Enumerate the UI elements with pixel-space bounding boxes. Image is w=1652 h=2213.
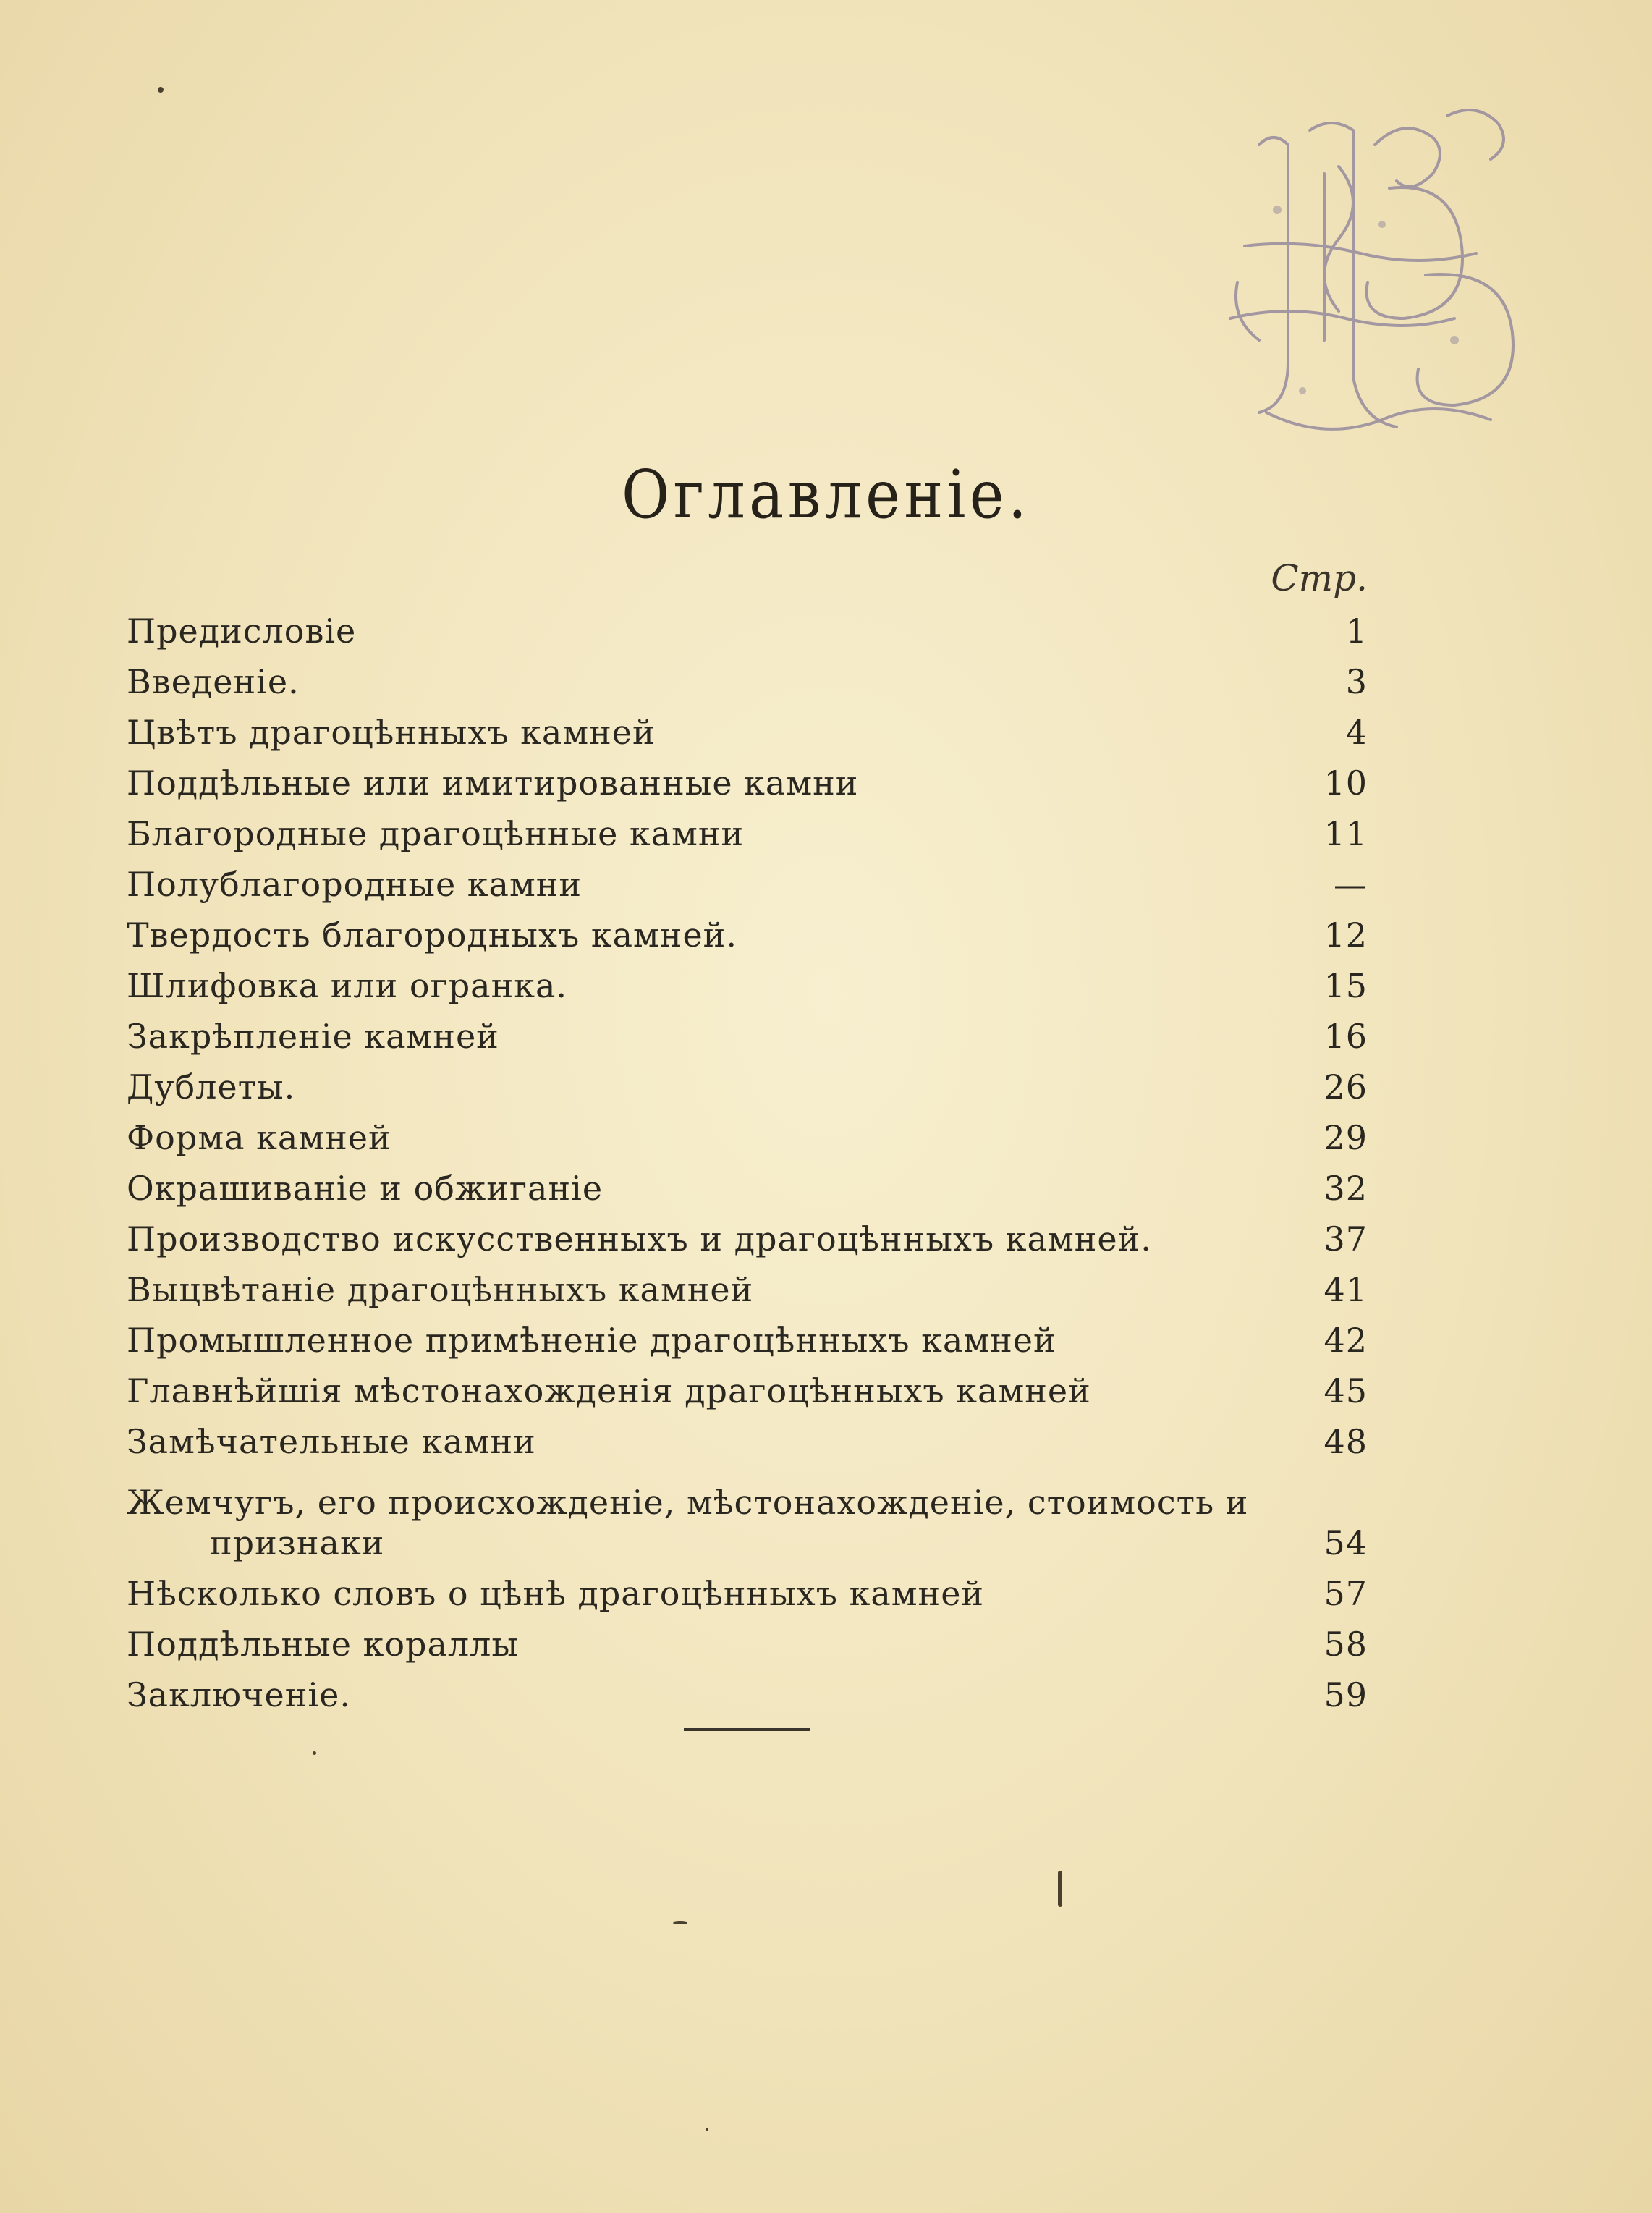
dot-leader	[593, 864, 1292, 905]
toc-entry-page: 12	[1323, 915, 1368, 955]
dot-leader	[765, 1269, 1292, 1310]
toc-entry-title: Шлифовка или огранка.	[127, 966, 568, 1005]
toc-entry-title-block	[127, 1482, 1368, 1563]
dot-leader	[530, 1624, 1292, 1664]
dot-leader	[311, 661, 1292, 702]
toc-entry-title: Полублагородные камни	[127, 865, 583, 904]
toc-entry-page: 59	[1323, 1675, 1368, 1714]
toc-entry[interactable]	[127, 753, 1368, 803]
toc-entry-page: 15	[1323, 966, 1368, 1005]
dot-leader	[396, 1523, 1292, 1563]
dot-leader	[1103, 1371, 1292, 1411]
toc-entry[interactable]	[127, 1614, 1368, 1664]
toc-entry-page: 42	[1323, 1321, 1368, 1360]
toc-entry-title-continuation: признаки	[210, 1523, 385, 1562]
toc-entry[interactable]	[127, 1259, 1368, 1310]
toc-entry-title: Твердость благородныхъ камней.	[127, 915, 737, 955]
toc-entry-title: Производство искусственныхъ и драгоцѣнныхъ камней.	[127, 1219, 1152, 1258]
toc-entry-page: 37	[1323, 1219, 1368, 1258]
toc-entry-page: 41	[1323, 1270, 1368, 1309]
toc-entry-title: Выцвѣтаніе драгоцѣнныхъ камней	[127, 1270, 754, 1309]
toc-entry-title: Заключеніе.	[127, 1675, 351, 1714]
toc-entry[interactable]	[127, 1006, 1368, 1057]
toc-entry[interactable]	[127, 803, 1368, 854]
toc-entry[interactable]	[127, 651, 1368, 702]
dot-leader	[1164, 1219, 1292, 1259]
dot-leader	[579, 965, 1292, 1006]
toc-entry-title: Введеніе.	[127, 662, 300, 701]
toc-entry-page: 26	[1323, 1067, 1368, 1106]
toc-entry[interactable]	[127, 905, 1368, 955]
paper-speck	[673, 1921, 687, 1924]
toc-entry[interactable]	[127, 1107, 1368, 1158]
dot-leader	[749, 915, 1292, 955]
dot-leader	[614, 1168, 1292, 1209]
dot-leader	[511, 1016, 1292, 1057]
paper-speck	[313, 1751, 316, 1755]
toc-entry[interactable]	[127, 1310, 1368, 1361]
toc-entry-title: Нѣсколько словъ о цѣнѣ драгоцѣнныхъ камней	[127, 1574, 985, 1613]
toc-entry-page: 32	[1323, 1169, 1368, 1208]
toc-entry-title: Форма камней	[127, 1118, 391, 1157]
toc-entry-title: Благородные драгоцѣнные камни	[127, 814, 745, 853]
toc-entry[interactable]	[127, 1462, 1368, 1563]
toc-entry-page: 1	[1345, 612, 1368, 651]
toc-entry-title: Цвѣтъ драгоцѣнныхъ камней	[127, 713, 656, 752]
toc-entry-page: 57	[1323, 1574, 1368, 1613]
toc-entry-title: Жемчугъ, его происхожденіе, мѣстонахожденіе, стоимость и	[127, 1483, 1249, 1522]
toc-entry[interactable]	[127, 1057, 1368, 1107]
toc-entry[interactable]	[127, 1411, 1368, 1462]
toc-entry-title: Промышленное примѣненіе драгоцѣнныхъ камней	[127, 1321, 1056, 1360]
toc-entry-page: 11	[1323, 814, 1368, 853]
paper-speck	[1058, 1871, 1062, 1907]
toc-entry-title: Поддѣльные кораллы	[127, 1625, 519, 1664]
toc-entry-title: Закрѣпленіе камней	[127, 1017, 499, 1056]
toc-entry[interactable]	[127, 955, 1368, 1006]
toc-entry-title: Окрашиваніе и обжиганіе	[127, 1169, 603, 1208]
closing-rule	[684, 1728, 810, 1731]
dot-leader	[368, 611, 1292, 651]
toc-entry[interactable]	[127, 1158, 1368, 1209]
toc-entry[interactable]	[127, 702, 1368, 753]
page-column-header: Стр.	[1271, 557, 1368, 599]
dot-leader	[307, 1067, 1292, 1107]
paper-speck	[158, 87, 164, 93]
dot-leader	[363, 1675, 1292, 1715]
dot-leader	[403, 1117, 1292, 1158]
monogram-stamp	[1216, 101, 1534, 449]
toc-entry-page: 58	[1323, 1625, 1368, 1664]
toc-entry-page: 48	[1323, 1422, 1368, 1461]
toc-entry[interactable]	[127, 1209, 1368, 1259]
toc-entry-page: 29	[1323, 1118, 1368, 1157]
toc-entry-page: 3	[1345, 662, 1368, 701]
toc-entry-title: Поддѣльные или имитированные камни	[127, 763, 859, 803]
dot-leader	[1068, 1320, 1292, 1361]
dot-leader	[755, 813, 1292, 854]
toc-entry-title: Главнѣйшія мѣстонахожденія драгоцѣнныхъ камней	[127, 1371, 1091, 1410]
toc-entry-title: Дублеты.	[127, 1067, 296, 1106]
dot-leader	[548, 1421, 1292, 1462]
toc-entry-page: 16	[1323, 1017, 1368, 1056]
toc-entry-title: Предисловіе	[127, 612, 357, 651]
toc-entry-page: 54	[1323, 1523, 1368, 1562]
toc-entry-page: 4	[1345, 713, 1368, 752]
toc-entry[interactable]	[127, 1563, 1368, 1614]
page-title: Оглавленіе.	[621, 456, 1030, 533]
toc-entry-page: —	[1334, 865, 1368, 904]
toc-entry[interactable]	[127, 1664, 1368, 1715]
toc-entry[interactable]	[127, 854, 1368, 905]
table-of-contents	[127, 601, 1368, 1715]
dot-leader	[870, 763, 1292, 803]
toc-entry-title: Замѣчательные камни	[127, 1422, 536, 1461]
dot-leader	[667, 712, 1292, 753]
toc-entry-page: 10	[1323, 763, 1368, 803]
paper-speck	[706, 2128, 708, 2131]
toc-entry-page: 45	[1323, 1371, 1368, 1410]
toc-entry[interactable]	[127, 1361, 1368, 1411]
dot-leader	[996, 1573, 1292, 1614]
toc-entry[interactable]	[127, 601, 1368, 651]
